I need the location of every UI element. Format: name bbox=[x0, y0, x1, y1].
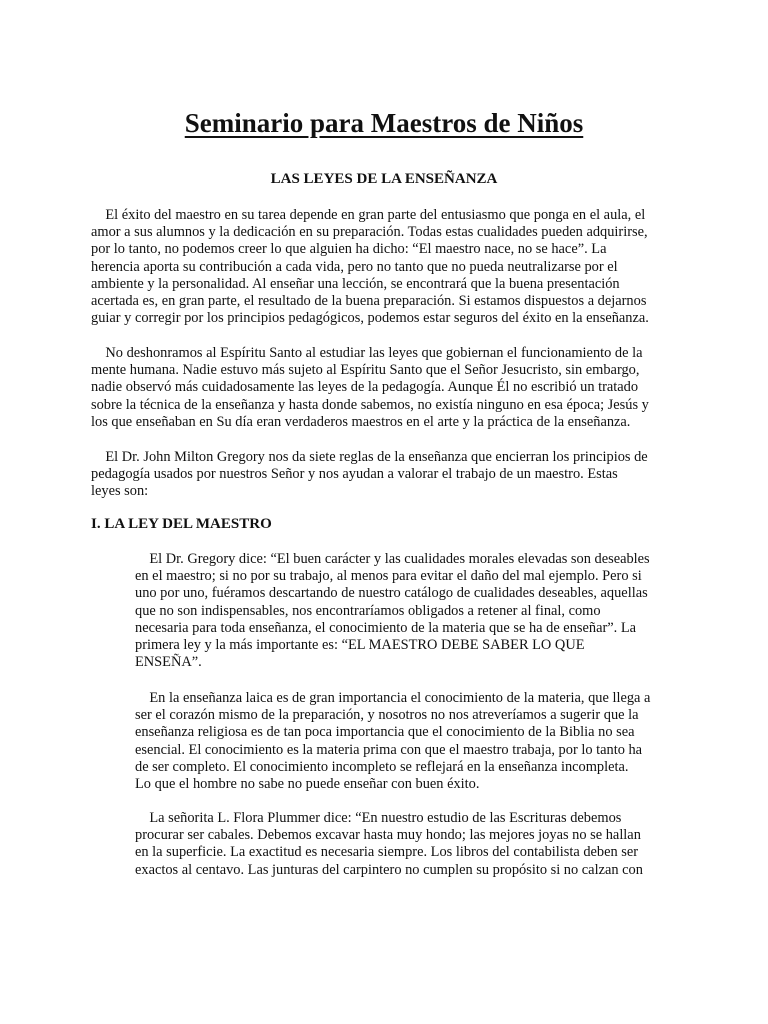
text-line: mente humana. Nadie estuvo más sujeto al Espíritu Santo que el Señor Jesucristo, sin embargo, bbox=[91, 362, 640, 379]
text-line: guiar y corregir por los principios pedagógicos, podemos estar seguros del éxito en la enseñanza. bbox=[91, 310, 649, 327]
text-line: sobre la técnica de la enseñanza y hasta donde sabemos, no existía ninguno en esa época; Jesús y bbox=[91, 396, 649, 413]
text-line: procurar ser cabales. Debemos excavar hasta muy hondo; las mejores joyas no se hallan bbox=[135, 827, 641, 844]
text-line: En la enseñanza laica es de gran importancia el conocimiento de la materia, que llega a bbox=[135, 690, 651, 706]
text-line: nadie observó más cuidadosamente las leyes de la pedagogía. Aunque Él no escribió un tratado bbox=[91, 379, 639, 396]
section-paragraph-3 bbox=[135, 810, 643, 879]
section-paragraph-1 bbox=[135, 551, 650, 671]
text-line: uno por uno, fuéramos descartando de nuestro catálogo de cualidades deseables, aquellas bbox=[135, 585, 648, 602]
text-line: pedagogía usados por nuestros Señor y nos ayudan a valorar el trabajo de un maestro. Estas bbox=[91, 466, 618, 483]
text-line: El éxito del maestro en su tarea depende en gran parte del entusiasmo que ponga en el aula, el bbox=[91, 207, 646, 223]
document-title: Seminario para Maestros de Niños bbox=[184, 108, 584, 138]
document-subtitle: LAS LEYES DE LA ENSEÑANZA bbox=[270, 171, 498, 187]
section-paragraph-2 bbox=[135, 690, 650, 793]
text-line: El Dr. Gregory dice: “El buen carácter y las cualidades morales elevadas son deseables bbox=[135, 551, 650, 567]
text-line: primera ley y la más importante es: “EL MAESTRO DEBE SABER LO QUE bbox=[135, 636, 585, 653]
text-line: acertada es, en gran parte, el resultado de la buena preparación. Si estamos dispuestos a dejarnos bbox=[91, 292, 647, 309]
text-line: herencia aporta su contribución a cada vida, pero no tanto que no pueda neutralizarse por el bbox=[91, 258, 618, 275]
text-line: El Dr. John Milton Gregory nos da siete reglas de la enseñanza que encierran los principios de bbox=[91, 449, 648, 465]
text-line: esencial. El conocimiento es la materia prima con que el maestro trabaja, por lo tanto ha bbox=[135, 741, 643, 758]
text-line: leyes son: bbox=[91, 483, 149, 500]
text-line: que no son indispensables, nos encontraríamos obligados a retener al final, como bbox=[135, 602, 601, 619]
text-line: No deshonramos al Espíritu Santo al estudiar las leyes que gobiernan el funcionamiento de la bbox=[91, 345, 643, 361]
text-line: en la superficie. La exactitud es necesaria siempre. Los libros del contabilista deben ser bbox=[135, 844, 639, 861]
text-line: en el maestro; si no por su trabajo, al menos para evitar el daño del mal ejemplo. Pero si bbox=[135, 568, 642, 585]
text-line: Lo que el hombre no sabe no puede enseñar con buen éxito. bbox=[135, 775, 480, 792]
text-line: La señorita L. Flora Plummer dice: “En nuestro estudio de las Escrituras debemos bbox=[135, 810, 622, 826]
text-line: enseñanza religiosa es de tan poca importancia que el conocimiento de la Biblia no sea bbox=[135, 724, 635, 741]
text-line: los que enseñaban en Su día eran verdaderos maestros en el arte y la práctica de la enseñanza. bbox=[91, 413, 631, 430]
section-heading: I. LA LEY DEL MAESTRO bbox=[91, 516, 272, 532]
intro-paragraph-1 bbox=[91, 207, 649, 327]
text-line: por lo tanto, no podemos creer lo que alguien ha dicho: “El maestro nace, no se hace”. La bbox=[91, 241, 607, 258]
text-line: ser el corazón mismo de la preparación, y nosotros no nos atreveríamos a sugerir que la bbox=[135, 707, 639, 724]
text-line: ENSEÑA”. bbox=[135, 654, 202, 671]
text-line: ambiente y la personalidad. Al enseñar una lección, se encontrará que la buena presentación bbox=[91, 275, 620, 292]
text-line: de ser completo. El conocimiento incompleto se reflejará en la enseñanza incompleta. bbox=[135, 758, 629, 775]
text-line: exactos al centavo. Las junturas del carpintero no cumplen su propósito si no calzan con bbox=[135, 861, 643, 878]
text-line: amor a sus alumnos y la dedicación en su preparación. Todas estas cualidades pueden adquirirse, bbox=[91, 224, 648, 241]
intro-paragraph-3 bbox=[91, 449, 648, 501]
text-line: necesaria para toda enseñanza, el conocimiento de la materia que se ha de enseñar”. La bbox=[135, 619, 637, 636]
intro-paragraph-2 bbox=[91, 345, 649, 431]
